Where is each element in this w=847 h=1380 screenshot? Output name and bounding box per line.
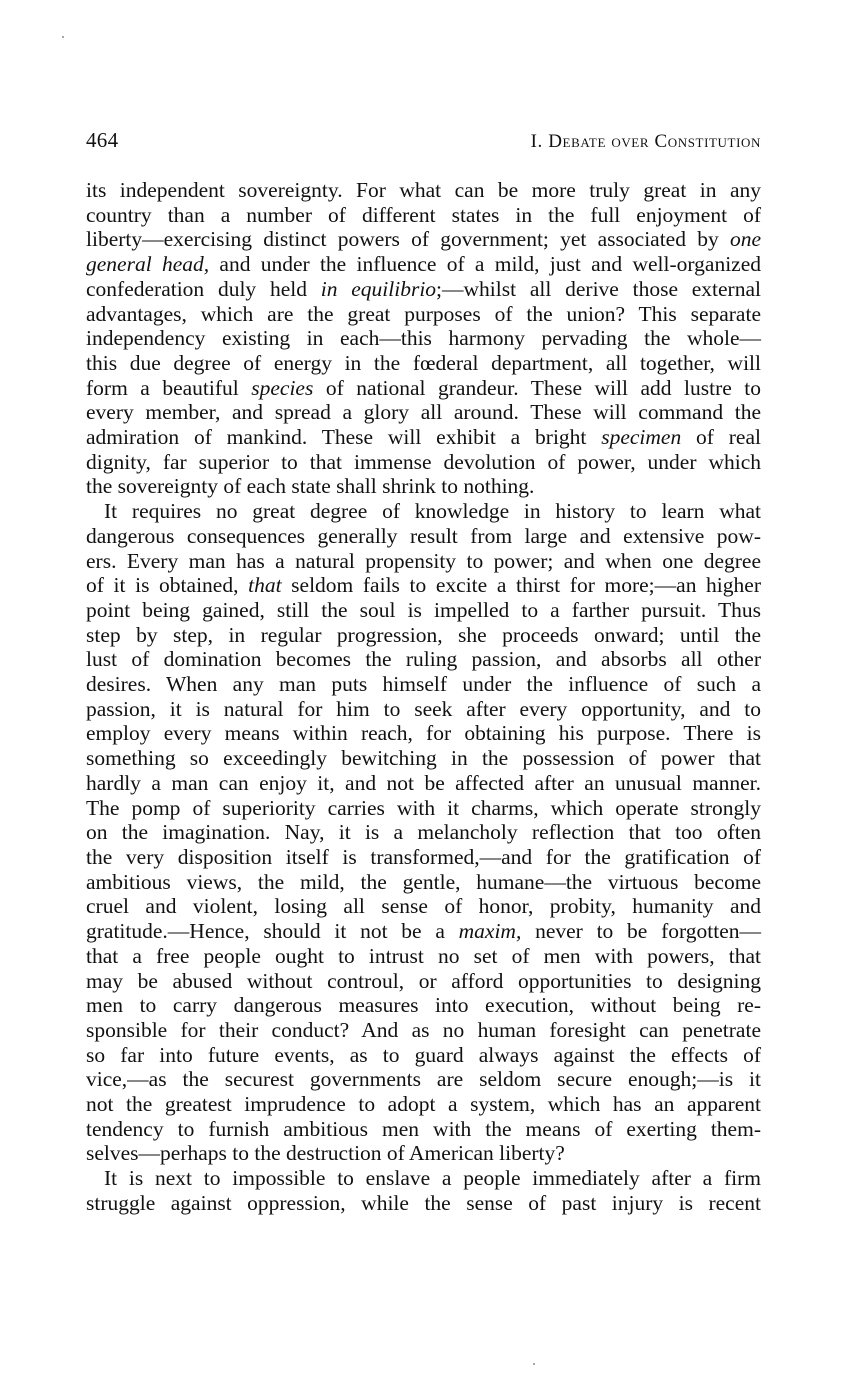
- text-line: advantages, which are the great purposes of the union? This separate: [86, 301, 761, 326]
- text-line: independency existing in each—this harmony pervading the whole—: [86, 326, 761, 351]
- text-line: that a free people ought to intrust no set of men with powers, that: [86, 943, 761, 968]
- text-line: confederation duly held in equilibrio;—whilst all derive those external: [86, 276, 761, 301]
- text-line: ambitious views, the mild, the gentle, humane—the virtuous become: [86, 869, 761, 894]
- body-text: [86, 178, 761, 1216]
- paragraph-3: [86, 1166, 761, 1215]
- text-line: so far into future events, as to guard always against the effects of: [86, 1042, 761, 1067]
- text-line: vice,—as the securest governments are seldom secure enough;—is it: [86, 1067, 761, 1092]
- text-line: hardly a man can enjoy it, and not be affected after an unusual manner.: [86, 770, 761, 795]
- text-line: something so exceedingly bewitching in the possession of power that: [86, 746, 761, 771]
- text-line: the sovereignty of each state shall shrink to nothing.: [86, 474, 535, 499]
- paragraph-1: [86, 178, 761, 499]
- page-number: 464: [86, 128, 119, 152]
- text-line: form a beautiful species of national grandeur. These will add lustre to: [86, 375, 761, 400]
- text-line: sponsible for their conduct? And as no human foresight can penetrate: [86, 1017, 761, 1042]
- text-line: cruel and violent, losing all sense of honor, probity, humanity and: [86, 894, 761, 919]
- text-line: not the greatest imprudence to adopt a system, which has an apparent: [86, 1092, 761, 1117]
- text-line: on the imagination. Nay, it is a melancholy reflection that too often: [86, 820, 761, 845]
- text-line: admiration of mankind. These will exhibit a bright specimen of real: [86, 425, 761, 450]
- text-line: may be abused without controul, or afford opportunities to designing: [86, 968, 761, 993]
- text-line: this due degree of energy in the fœderal department, all together, will: [86, 350, 761, 375]
- text-line: the very disposition itself is transformed,—and for the gratification of: [86, 844, 761, 869]
- text-line: dangerous consequences generally result from large and extensive pow-: [86, 523, 761, 548]
- text-line: selves—perhaps to the destruction of American liberty?: [86, 1141, 565, 1166]
- text-line: It is next to impossible to enslave a people immediately after a firm: [104, 1166, 761, 1191]
- paragraph-2: [86, 499, 761, 1166]
- text-line: of it is obtained, that seldom fails to excite a thirst for more;—an higher: [86, 573, 761, 598]
- text-line: desires. When any man puts himself under the influence of such a: [86, 672, 761, 697]
- running-head: [86, 128, 761, 160]
- text-line: gratitude.—Hence, should it not be a maxim, never to be forgotten—: [86, 919, 762, 944]
- text-line: tendency to furnish ambitious men with the means of exerting them-: [86, 1116, 761, 1141]
- text-line: It requires no great degree of knowledge in history to learn what: [104, 499, 761, 524]
- text-line: step by step, in regular progression, she proceeds onward; until the: [86, 622, 761, 647]
- text-line: every member, and spread a glory all around. These will command the: [86, 400, 761, 425]
- text-line: country than a number of different states in the full enjoyment of: [86, 202, 761, 227]
- text-line: its independent sovereignty. For what can be more truly great in any: [86, 178, 761, 202]
- text-line: men to carry dangerous measures into execution, without being re-: [86, 993, 761, 1018]
- text-line: point being gained, still the soul is impelled to a farther pursuit. Thus: [86, 597, 761, 622]
- text-line: ers. Every man has a natural propensity to power; and when one degree: [86, 548, 761, 573]
- text-line: struggle against oppression, while the sense of past injury is recent: [86, 1190, 761, 1215]
- text-line: lust of domination becomes the ruling passion, and absorbs all other: [86, 647, 761, 672]
- section-title: I. Debate over Constitution: [530, 131, 761, 152]
- text-line: general head, and under the influence of a mild, just and well-organized: [86, 252, 762, 277]
- text-line: liberty—exercising distinct powers of government; yet associated by one: [86, 227, 761, 252]
- text-line: employ every means within reach, for obtaining his purpose. There is: [86, 721, 761, 746]
- text-line: passion, it is natural for him to seek after every opportunity, and to: [86, 696, 761, 721]
- text-line: dignity, far superior to that immense devolution of power, under which: [86, 449, 761, 474]
- book-page: [86, 128, 761, 1216]
- paper-speck: [533, 1363, 535, 1365]
- text-line: The pomp of superiority carries with it charms, which operate strongly: [86, 795, 761, 820]
- paper-speck: [62, 36, 64, 38]
